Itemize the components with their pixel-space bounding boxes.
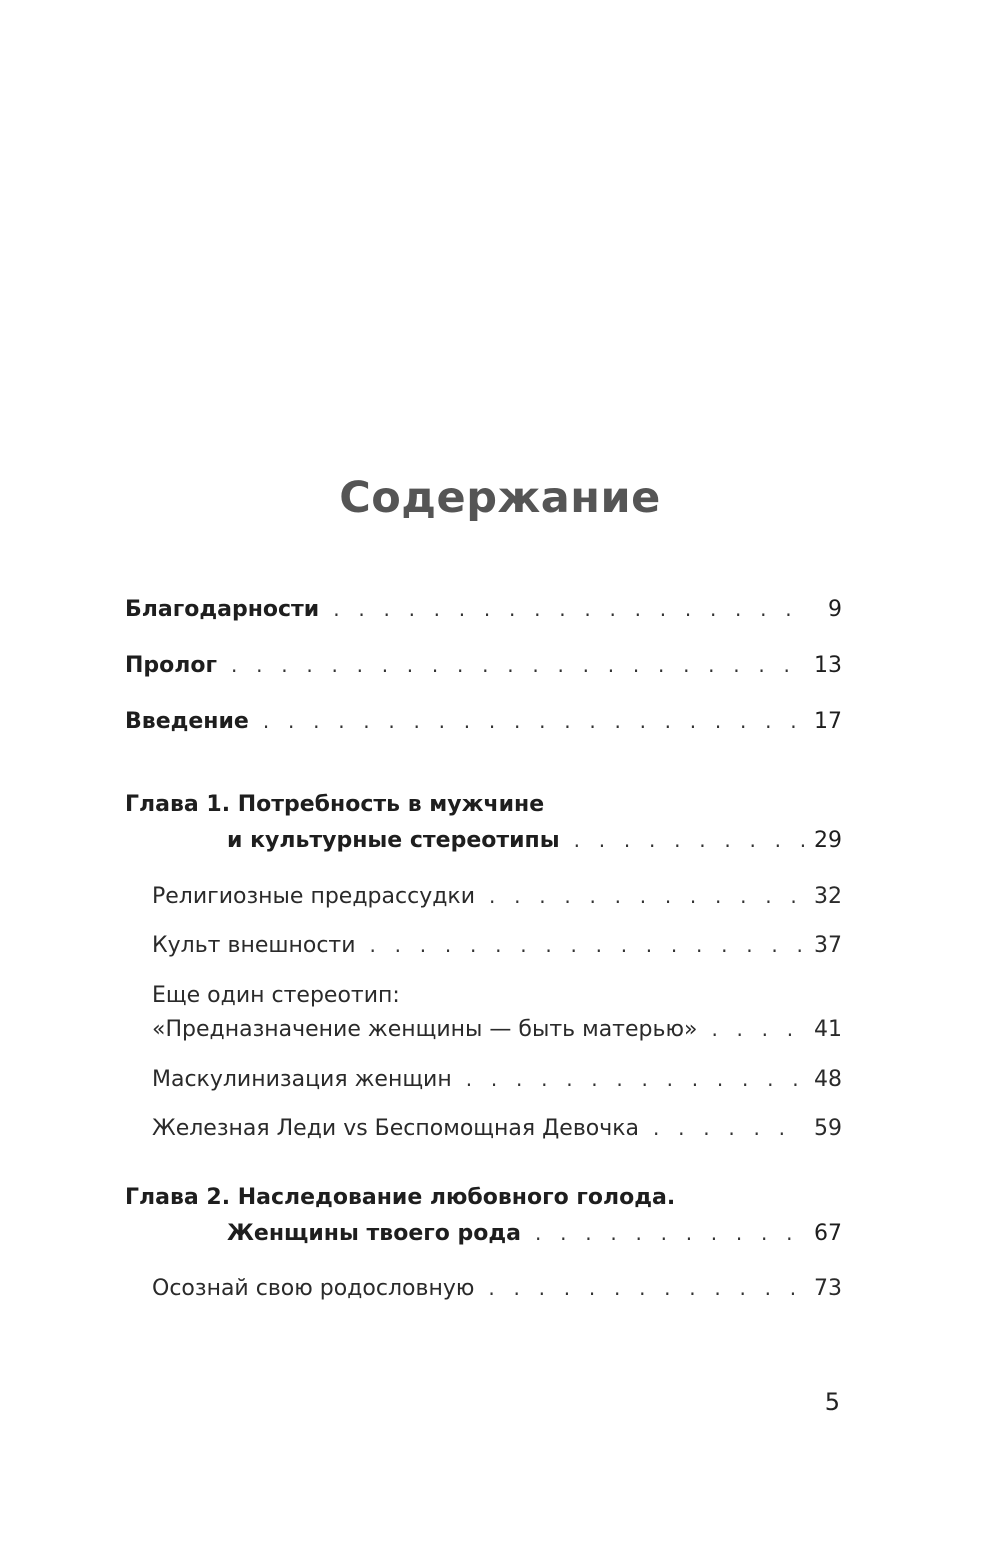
toc-entry-label: Маскулинизация женщин (152, 1067, 452, 1092)
toc-entry-label: Еще один стереотип: (152, 983, 400, 1008)
toc-section-iron-lady[interactable] (152, 1112, 842, 1144)
toc-entry-label: и культурные стереотипы (227, 828, 560, 853)
toc-page-number: 29 (814, 828, 842, 853)
toc-section-genealogy[interactable] (152, 1272, 842, 1304)
toc-chapter2-title-line1[interactable] (125, 1182, 842, 1214)
page-title: Содержание (339, 473, 661, 523)
toc-section-stereotype-line1[interactable] (152, 980, 842, 1012)
leader-dots (263, 705, 804, 737)
toc-entry-prologue[interactable] (125, 649, 842, 681)
toc-entry-introduction[interactable] (125, 705, 842, 737)
leader-dots (535, 1217, 804, 1249)
leader-dots (370, 929, 804, 961)
toc-chapter1-title-line2[interactable] (227, 824, 842, 856)
leader-dots (333, 593, 806, 625)
page-number: 5 (824, 1388, 840, 1416)
toc-page-number: 17 (814, 709, 842, 734)
toc-page-number: 41 (814, 1017, 842, 1042)
toc-page-number: 13 (814, 653, 842, 678)
toc-entry-label: Благодарности (125, 597, 320, 622)
leader-dots (574, 824, 804, 856)
leader-dots (488, 1272, 804, 1304)
toc-section-appearance-cult[interactable] (152, 929, 842, 961)
leader-dots (231, 649, 804, 681)
toc-page-number: 32 (814, 884, 842, 909)
toc-section-masculinization[interactable] (152, 1063, 842, 1095)
toc-entry-label: Религиозные предрассудки (152, 884, 476, 909)
toc-entry-label: Женщины твоего рода (227, 1221, 521, 1246)
toc-entry-label: Культ внешности (152, 933, 356, 958)
toc-page-number: 67 (814, 1221, 842, 1246)
toc-page-number: 48 (814, 1067, 842, 1092)
toc-page-number: 59 (814, 1116, 842, 1141)
toc-entry-label: «Предназначение женщины — быть матерью» (152, 1017, 698, 1042)
toc-entry-label: Введение (125, 709, 249, 734)
toc-entry-label: Осознай свою родословную (152, 1276, 475, 1301)
toc-entry-label: Глава 2. Наследование любовного голода. (125, 1185, 676, 1210)
toc-page-number: 73 (814, 1276, 842, 1301)
leader-dots (466, 1063, 804, 1095)
toc-entry-label: Пролог (125, 653, 217, 678)
toc-entry-acknowledgments[interactable] (125, 593, 842, 625)
leader-dots (653, 1112, 804, 1144)
toc-section-religious-prejudice[interactable] (152, 880, 842, 912)
toc-chapter2-title-line2[interactable] (227, 1217, 842, 1249)
toc-section-stereotype-line2[interactable] (152, 1013, 842, 1045)
leader-dots (489, 880, 804, 912)
toc-page-number: 37 (814, 933, 842, 958)
leader-dots (711, 1013, 804, 1045)
toc-page-number: 9 (828, 597, 842, 622)
toc-entry-label: Железная Леди vs Беспомощная Девочка (152, 1116, 640, 1141)
toc-entry-label: Глава 1. Потребность в мужчине (125, 792, 545, 817)
toc-chapter1-title-line1[interactable] (125, 789, 842, 821)
